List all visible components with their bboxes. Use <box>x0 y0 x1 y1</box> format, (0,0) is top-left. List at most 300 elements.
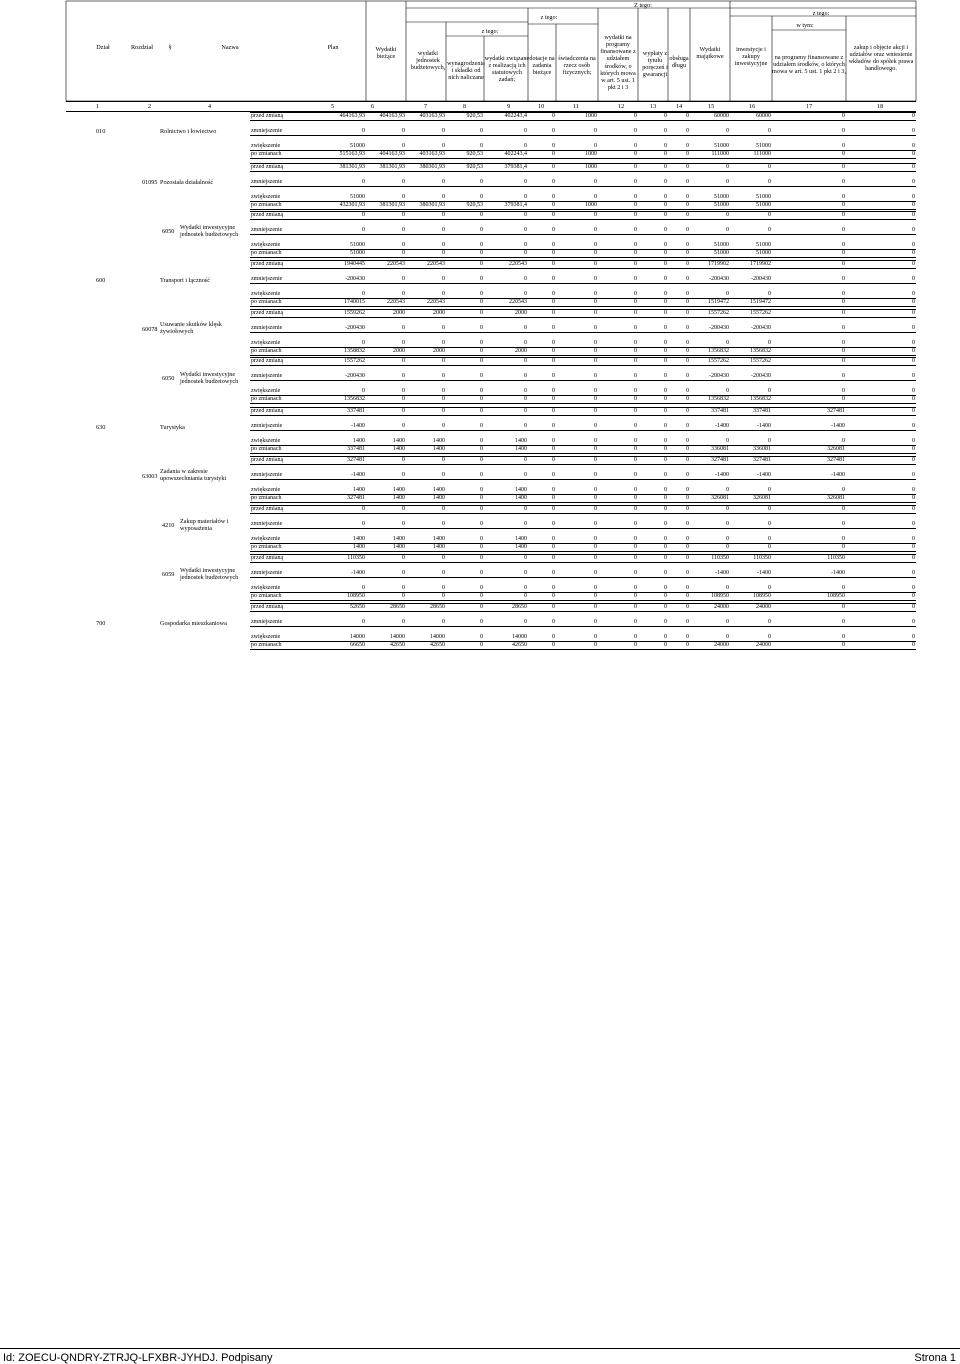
table-cell: 0 <box>912 348 915 354</box>
dzial-code: 630 <box>96 424 106 431</box>
rozdzial-name: Zadania w zakresie upowszechniania turystyki <box>160 468 227 483</box>
table-cell: 1400 <box>393 438 405 444</box>
paragraf-name: Zakup materiałów i wyposażenia <box>180 518 229 533</box>
table-cell: 0 <box>594 536 597 542</box>
table-cell: -200430 <box>709 373 729 379</box>
table-cell: 1356832 <box>750 348 771 354</box>
table-cell: 0 <box>442 472 445 478</box>
table-cell: 0 <box>768 227 771 233</box>
table-cell: 0 <box>552 506 555 512</box>
table-cell: 0 <box>912 521 915 527</box>
table-cell: 0 <box>686 536 689 542</box>
table-cell: 52650 <box>350 604 365 610</box>
table-cell: 0 <box>726 227 729 233</box>
row-divider <box>250 209 916 210</box>
paragraf-code: 6050 <box>162 228 175 235</box>
table-cell: 381301,93 <box>379 202 405 208</box>
col-num: 16 <box>749 103 756 110</box>
table-cell: 0 <box>664 642 667 648</box>
row-label: zwiększenie <box>251 291 281 297</box>
row-divider <box>250 268 916 269</box>
header-obsluga-dlugu: obsługa długu <box>669 55 689 70</box>
table-cell: 0 <box>664 358 667 364</box>
table-cell: 0 <box>634 457 637 463</box>
table-cell: 1400 <box>393 487 405 493</box>
table-cell: 108950 <box>711 593 729 599</box>
row-divider <box>250 317 916 318</box>
table-cell: 0 <box>552 299 555 305</box>
table-cell: 0 <box>912 495 915 501</box>
table-cell: 0 <box>402 619 405 625</box>
table-cell: 14000 <box>430 634 445 640</box>
col-num: 1 <box>96 103 100 110</box>
table-cell: 0 <box>686 151 689 157</box>
table-cell: 0 <box>634 164 637 170</box>
table-cell: 0 <box>842 373 845 379</box>
row-divider <box>250 543 916 544</box>
col-num: 18 <box>877 103 884 110</box>
table-cell: 0 <box>552 570 555 576</box>
table-cell: 51000 <box>350 250 365 256</box>
table-cell: 1400 <box>433 487 445 493</box>
table-cell: 0 <box>480 408 483 414</box>
table-cell: 0 <box>442 194 445 200</box>
paragraf-code: 6050 <box>162 375 175 382</box>
row-divider <box>250 464 916 465</box>
table-cell: 0 <box>402 555 405 561</box>
table-cell: 0 <box>842 506 845 512</box>
table-cell: 0 <box>524 373 527 379</box>
table-cell: 0 <box>634 227 637 233</box>
table-cell: 0 <box>634 487 637 493</box>
table-cell: 220543 <box>387 261 405 267</box>
table-cell: 0 <box>552 423 555 429</box>
table-cell: 0 <box>634 261 637 267</box>
table-cell: 0 <box>552 164 555 170</box>
row-label: po zmianach <box>251 593 282 599</box>
table-cell: 2000 <box>515 310 527 316</box>
table-cell: 1356832 <box>708 396 729 402</box>
header-dzial: Dział <box>96 44 110 51</box>
row-divider <box>250 365 916 366</box>
table-cell: 0 <box>480 555 483 561</box>
table-cell: 0 <box>594 446 597 452</box>
table-cell: 60000 <box>714 113 729 119</box>
table-cell: 0 <box>402 212 405 218</box>
table-cell: 0 <box>686 570 689 576</box>
table-cell: 0 <box>664 179 667 185</box>
table-cell: 0 <box>524 143 527 149</box>
table-cell: 0 <box>480 544 483 550</box>
table-cell: 0 <box>552 396 555 402</box>
table-cell: 0 <box>634 113 637 119</box>
table-cell: 0 <box>524 291 527 297</box>
table-cell: 0 <box>686 388 689 394</box>
table-cell: 0 <box>524 194 527 200</box>
table-cell: 0 <box>594 642 597 648</box>
row-divider <box>250 554 916 555</box>
table-cell: 51000 <box>350 143 365 149</box>
table-cell: -1400 <box>351 472 365 478</box>
row-label: zwiększenie <box>251 194 281 200</box>
table-cell: -1400 <box>757 472 771 478</box>
table-cell: 0 <box>634 128 637 134</box>
table-cell: 0 <box>842 194 845 200</box>
table-cell: 24000 <box>714 642 729 648</box>
row-divider <box>250 171 916 172</box>
row-label: po zmianach <box>251 544 282 550</box>
table-cell: 0 <box>594 340 597 346</box>
table-cell: 0 <box>634 396 637 402</box>
table-cell: 1400 <box>353 438 365 444</box>
table-cell: 0 <box>912 487 915 493</box>
table-cell: 1557262 <box>708 310 729 316</box>
table-cell: 0 <box>594 585 597 591</box>
table-cell: 0 <box>634 495 637 501</box>
table-cell: 0 <box>912 212 915 218</box>
table-cell: 51000 <box>714 202 729 208</box>
row-divider <box>250 649 916 650</box>
table-cell: 0 <box>912 570 915 576</box>
table-cell: 0 <box>664 261 667 267</box>
table-cell: 28650 <box>390 604 405 610</box>
row-label: przed zmianą <box>251 604 284 610</box>
table-cell: 0 <box>664 396 667 402</box>
table-cell: 51000 <box>756 242 771 248</box>
table-cell: 0 <box>480 593 483 599</box>
table-cell: 1400 <box>515 438 527 444</box>
table-cell: 0 <box>912 250 915 256</box>
table-cell: 0 <box>726 619 729 625</box>
table-cell: 0 <box>594 423 597 429</box>
row-label: zmniejszenie <box>251 128 283 134</box>
header-zadania-statutowe: wydatki związane z realizacją ich statutowych zadań; <box>484 55 530 84</box>
table-cell: 51000 <box>350 194 365 200</box>
dzial-code: 700 <box>96 620 106 627</box>
row-label: przed zmianą <box>251 212 284 218</box>
row-label: po zmianach <box>251 202 282 208</box>
table-cell: 0 <box>686 325 689 331</box>
header-inwestycje: inwestycje i zakupy inwestycyjne <box>734 46 768 68</box>
table-cell: 0 <box>442 128 445 134</box>
table-cell: -200430 <box>345 276 365 282</box>
header-rozdzial: Rozdział <box>131 44 153 51</box>
table-cell: 0 <box>524 619 527 625</box>
table-cell: 110350 <box>753 555 771 561</box>
table-cell: 0 <box>664 544 667 550</box>
table-cell: 0 <box>594 555 597 561</box>
row-divider <box>250 283 916 284</box>
table-cell: 0 <box>480 536 483 542</box>
table-cell: 0 <box>362 227 365 233</box>
table-cell: 0 <box>480 358 483 364</box>
table-cell: 1719902 <box>750 261 771 267</box>
col-num: 4 <box>208 103 212 110</box>
table-cell: 0 <box>552 536 555 542</box>
table-cell: 327481 <box>827 457 845 463</box>
table-cell: 0 <box>442 340 445 346</box>
table-cell: 0 <box>912 472 915 478</box>
table-cell: 0 <box>594 544 597 550</box>
table-cell: 0 <box>594 358 597 364</box>
dzial-name: Gospodarka mieszkaniowa <box>160 620 227 627</box>
table-cell: 0 <box>686 555 689 561</box>
table-cell: 0 <box>524 276 527 282</box>
header-swiadczenia: świadczenia na rzecz osób fizycznych; <box>558 55 596 77</box>
row-divider <box>250 186 916 187</box>
table-cell: 0 <box>402 521 405 527</box>
table-cell: 0 <box>594 227 597 233</box>
table-cell: 0 <box>842 250 845 256</box>
table-cell: 0 <box>912 340 915 346</box>
row-divider <box>250 562 916 563</box>
col-num: 15 <box>708 103 715 110</box>
table-cell: 0 <box>912 310 915 316</box>
table-cell: 1519472 <box>708 299 729 305</box>
col-num: 7 <box>424 103 428 110</box>
row-label: zwiększenie <box>251 388 281 394</box>
table-cell: 0 <box>552 438 555 444</box>
table-cell: 0 <box>634 310 637 316</box>
table-cell: 0 <box>480 446 483 452</box>
table-cell: 51000 <box>756 143 771 149</box>
table-cell: 0 <box>402 250 405 256</box>
row-divider <box>250 551 916 552</box>
row-divider <box>250 407 916 408</box>
table-cell: 380301,93 <box>419 202 445 208</box>
header-wydatki-jednostek: wydatki jednostek budżetowych, <box>410 50 446 72</box>
table-cell: 0 <box>524 408 527 414</box>
table-cell: 110350 <box>827 555 845 561</box>
table-cell: 0 <box>594 408 597 414</box>
table-cell: 28650 <box>512 604 527 610</box>
table-cell: 0 <box>524 472 527 478</box>
table-cell: 0 <box>524 179 527 185</box>
table-cell: 0 <box>664 495 667 501</box>
table-cell: 0 <box>594 291 597 297</box>
table-cell: 402243,4 <box>504 113 527 119</box>
table-cell: 0 <box>594 604 597 610</box>
row-divider <box>250 479 916 480</box>
table-cell: 0 <box>594 396 597 402</box>
table-cell: 1400 <box>515 544 527 550</box>
row-label: przed zmianą <box>251 555 284 561</box>
table-cell: 0 <box>664 555 667 561</box>
header-dotacje: dotacje na zadania bieżące <box>529 55 555 77</box>
row-label: po zmianach <box>251 446 282 452</box>
table-cell: 108950 <box>347 593 365 599</box>
table-cell: 0 <box>634 634 637 640</box>
table-cell: 920,53 <box>466 164 483 170</box>
table-cell: 0 <box>480 291 483 297</box>
table-cell: 0 <box>402 340 405 346</box>
table-cell: 0 <box>524 242 527 248</box>
row-divider <box>250 355 916 356</box>
table-cell: 0 <box>362 291 365 297</box>
dzial-code: 010 <box>96 128 106 135</box>
table-cell: 0 <box>552 291 555 297</box>
table-cell: 0 <box>524 227 527 233</box>
row-divider <box>250 112 916 113</box>
table-cell: 1356832 <box>750 396 771 402</box>
table-cell: 0 <box>594 276 597 282</box>
table-cell: 0 <box>552 642 555 648</box>
table-cell: 0 <box>726 212 729 218</box>
table-cell: -200430 <box>709 325 729 331</box>
row-label: zwiększenie <box>251 634 281 640</box>
table-cell: 0 <box>362 619 365 625</box>
table-cell: 0 <box>524 396 527 402</box>
table-cell: 0 <box>768 128 771 134</box>
table-cell: 1000 <box>585 202 597 208</box>
table-cell: 0 <box>686 194 689 200</box>
table-cell: 0 <box>686 446 689 452</box>
table-cell: 0 <box>634 348 637 354</box>
table-cell: 0 <box>686 179 689 185</box>
table-cell: 0 <box>842 585 845 591</box>
table-cell: 0 <box>402 276 405 282</box>
table-cell: 1557262 <box>750 358 771 364</box>
table-cell: 0 <box>912 604 915 610</box>
table-cell: 0 <box>634 388 637 394</box>
table-cell: 0 <box>552 340 555 346</box>
table-cell: 0 <box>664 194 667 200</box>
table-cell: 0 <box>634 544 637 550</box>
table-cell: 0 <box>552 113 555 119</box>
table-cell: 381301,93 <box>339 164 365 170</box>
rozdzial-code: 60078 <box>142 326 158 333</box>
table-cell: 0 <box>686 128 689 134</box>
table-cell: 380301,93 <box>419 164 445 170</box>
table-cell: 0 <box>480 276 483 282</box>
row-label: przed zmianą <box>251 164 284 170</box>
table-cell: 0 <box>912 242 915 248</box>
header-w-tym: w tym: <box>796 22 814 29</box>
table-cell: 0 <box>686 506 689 512</box>
header-programy-ue: wydatki na programy finansowane z udziałem środków, o których mowa w art. 5 ust. 1 pkt 2 i 3 <box>600 34 636 91</box>
row-label: zwiększenie <box>251 340 281 346</box>
table-cell: 0 <box>402 585 405 591</box>
table-cell: 0 <box>442 143 445 149</box>
table-cell: 42650 <box>430 642 445 648</box>
table-cell: 0 <box>362 212 365 218</box>
table-cell: 326081 <box>711 495 729 501</box>
header-akcje: zakup i objęcie akcji i udziałów oraz wniesienie wkładów do spółek prawa handlowego. <box>848 44 914 73</box>
table-cell: 0 <box>552 472 555 478</box>
col-num: 10 <box>538 103 545 110</box>
table-cell: 0 <box>634 585 637 591</box>
table-cell: 327481 <box>347 457 365 463</box>
table-cell: 0 <box>594 634 597 640</box>
table-cell: 220543 <box>509 261 527 267</box>
table-cell: 327481 <box>827 408 845 414</box>
table-cell: 0 <box>634 340 637 346</box>
row-divider <box>250 513 916 514</box>
table-cell: 0 <box>524 250 527 256</box>
table-cell: 0 <box>402 194 405 200</box>
col-num: 14 <box>676 103 683 110</box>
table-cell: 51000 <box>714 143 729 149</box>
table-cell: 0 <box>442 423 445 429</box>
table-cell: 0 <box>768 179 771 185</box>
table-cell: 0 <box>686 408 689 414</box>
row-label: przed zmianą <box>251 506 284 512</box>
row-divider <box>250 234 916 235</box>
row-label: po zmianach <box>251 642 282 648</box>
table-cell: 920,53 <box>466 202 483 208</box>
table-cell: 1400 <box>353 487 365 493</box>
table-cell: 1356832 <box>344 396 365 402</box>
table-cell: 0 <box>362 128 365 134</box>
table-cell: 0 <box>634 438 637 444</box>
col-num: 13 <box>650 103 657 110</box>
table-cell: 0 <box>594 242 597 248</box>
table-cell: 0 <box>842 604 845 610</box>
table-cell: 0 <box>726 536 729 542</box>
table-cell: 0 <box>442 325 445 331</box>
paragraf-name: Wydatki inwestycyjne jednostek budżetowych <box>180 224 239 239</box>
table-cell: 220543 <box>509 299 527 305</box>
table-cell: 0 <box>726 521 729 527</box>
table-cell: 2000 <box>393 348 405 354</box>
table-cell: 0 <box>664 506 667 512</box>
table-cell: 0 <box>664 593 667 599</box>
table-cell: 0 <box>768 634 771 640</box>
table-cell: -200430 <box>709 276 729 282</box>
table-cell: 0 <box>480 457 483 463</box>
table-cell: 0 <box>480 310 483 316</box>
table-cell: 42650 <box>512 642 527 648</box>
table-cell: 0 <box>634 194 637 200</box>
table-cell: 0 <box>686 495 689 501</box>
table-cell: 0 <box>912 642 915 648</box>
table-cell: 24000 <box>756 642 771 648</box>
table-cell: 0 <box>842 438 845 444</box>
table-cell: 0 <box>524 423 527 429</box>
table-cell: 0 <box>552 310 555 316</box>
page-number: Strona 1 <box>914 1352 956 1364</box>
table-cell: 0 <box>664 521 667 527</box>
table-cell: 0 <box>402 408 405 414</box>
table-cell: 14000 <box>390 634 405 640</box>
table-cell: 0 <box>594 438 597 444</box>
table-cell: 0 <box>524 506 527 512</box>
table-cell: 0 <box>594 128 597 134</box>
table-cell: 0 <box>402 358 405 364</box>
table-cell: 0 <box>594 619 597 625</box>
table-cell: 0 <box>768 619 771 625</box>
table-cell: 0 <box>664 340 667 346</box>
table-cell: 0 <box>524 521 527 527</box>
table-cell: 0 <box>726 438 729 444</box>
table-cell: 0 <box>442 276 445 282</box>
table-cell: 0 <box>552 194 555 200</box>
table-cell: 1557262 <box>750 310 771 316</box>
table-cell: 0 <box>442 179 445 185</box>
row-divider <box>250 528 916 529</box>
table-cell: 2000 <box>515 348 527 354</box>
table-cell: 0 <box>726 291 729 297</box>
table-cell: 0 <box>442 242 445 248</box>
table-cell: 2000 <box>393 310 405 316</box>
table-cell: 0 <box>594 570 597 576</box>
table-cell: 0 <box>552 544 555 550</box>
table-cell: 0 <box>664 242 667 248</box>
table-cell: 0 <box>402 143 405 149</box>
table-cell: 0 <box>442 373 445 379</box>
table-cell: 0 <box>912 202 915 208</box>
table-cell: 0 <box>686 202 689 208</box>
